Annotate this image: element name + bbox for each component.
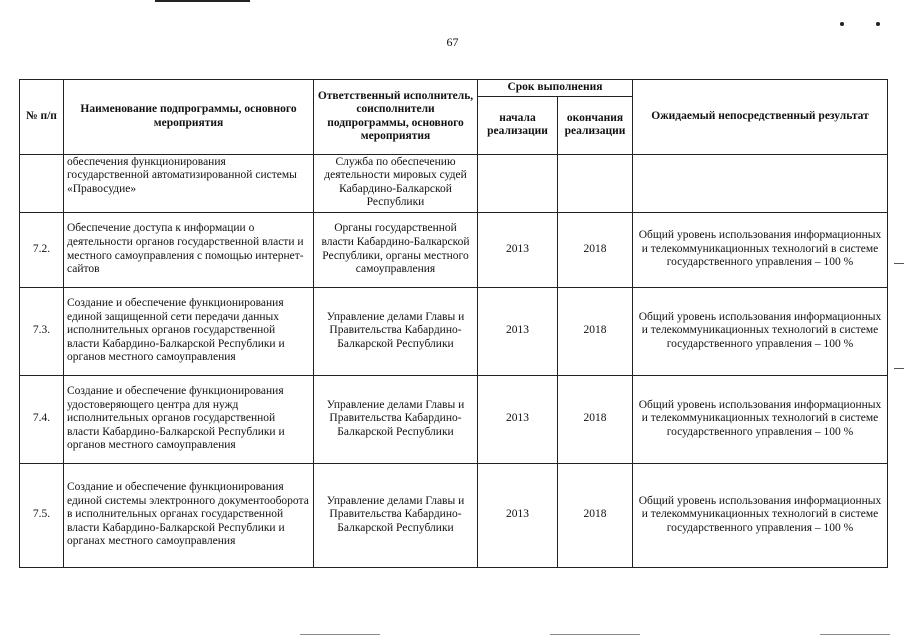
header-end: окончания реализации <box>558 96 633 154</box>
row-end: 2018 <box>558 287 633 375</box>
row-num: 7.2. <box>20 212 64 287</box>
header-executor: Ответственный исполнитель, соисполнители подпрограммы, основного мероприятия <box>314 80 478 155</box>
row-result <box>633 154 888 212</box>
scan-mark <box>876 22 880 26</box>
row-result: Общий уровень использования информационных и телекоммуникационных технологий в системе государственного управления – 100 % <box>633 287 888 375</box>
page-number: 67 <box>446 35 459 49</box>
row-end <box>558 154 633 212</box>
scan-top-line <box>155 0 250 2</box>
row-executor: Управление делами Главы и Правительства Кабардино-Балкарской Республики <box>314 375 478 463</box>
row-num: 7.5. <box>20 463 64 567</box>
row-executor: Служба по обеспечению деятельности мировых судей Кабардино-Балкарской Республики <box>314 154 478 212</box>
scan-bottom-line <box>820 634 890 635</box>
header-name: Наименование подпрограммы, основного мероприятия <box>64 80 314 155</box>
table-row <box>20 463 888 567</box>
row-name: Создание и обеспечение функционирования удостоверяющего центра для нужд исполнительных органов государственной власти Кабардино-Балкарской Республики и органов местного самоуправления <box>64 375 314 463</box>
row-name: Обеспечение доступа к информации о деятельности органов государственной власти и местного самоуправления с помощью интернет-сайтов <box>64 212 314 287</box>
row-result: Общий уровень использования информационных и телекоммуникационных технологий в системе государственного управления – 100 % <box>633 212 888 287</box>
table-row <box>20 375 888 463</box>
row-name: Создание и обеспечение функционирования единой защищенной сети передачи данных исполнительных органов государственной власти Кабардино-Балкарской Республики и органов местного самоуправления <box>64 287 314 375</box>
row-start: 2013 <box>478 287 558 375</box>
program-table <box>19 79 888 568</box>
row-start: 2013 <box>478 463 558 567</box>
scan-bottom-line <box>550 634 640 635</box>
row-executor: Управление делами Главы и Правительства Кабардино-Балкарской Республики <box>314 463 478 567</box>
row-start <box>478 154 558 212</box>
header-result: Ожидаемый непосредственный результат <box>633 80 888 155</box>
row-result: Общий уровень использования информационных и телекоммуникационных технологий в системе государственного управления – 100 % <box>633 463 888 567</box>
row-start: 2013 <box>478 375 558 463</box>
row-result: Общий уровень использования информационных и телекоммуникационных технологий в системе государственного управления – 100 % <box>633 375 888 463</box>
row-end: 2018 <box>558 463 633 567</box>
header-period: Срок выполнения <box>478 80 633 97</box>
scan-mark <box>894 368 904 369</box>
row-end: 2018 <box>558 375 633 463</box>
row-name: обеспечения функционирования государственной автоматизированной системы «Правосудие» <box>64 154 314 212</box>
header-num: № п/п <box>20 80 64 155</box>
table-row <box>20 212 888 287</box>
row-start: 2013 <box>478 212 558 287</box>
row-executor: Управление делами Главы и Правительства Кабардино-Балкарской Республики <box>314 287 478 375</box>
scan-bottom-line <box>300 634 380 635</box>
table-row <box>20 287 888 375</box>
row-executor: Органы государственной власти Кабардино-Балкарской Республики, органы местного самоуправления <box>314 212 478 287</box>
row-num: 7.3. <box>20 287 64 375</box>
row-end: 2018 <box>558 212 633 287</box>
scan-mark <box>894 263 904 264</box>
header-start: начала реализации <box>478 96 558 154</box>
scan-mark <box>840 22 844 26</box>
row-num <box>20 154 64 212</box>
row-name: Создание и обеспечение функционирования единой системы электронного документооборота в исполнительных органах государственной власти Кабардино-Балкарской Республики и органах местного самоуправления <box>64 463 314 567</box>
table-row <box>20 154 888 212</box>
row-num: 7.4. <box>20 375 64 463</box>
